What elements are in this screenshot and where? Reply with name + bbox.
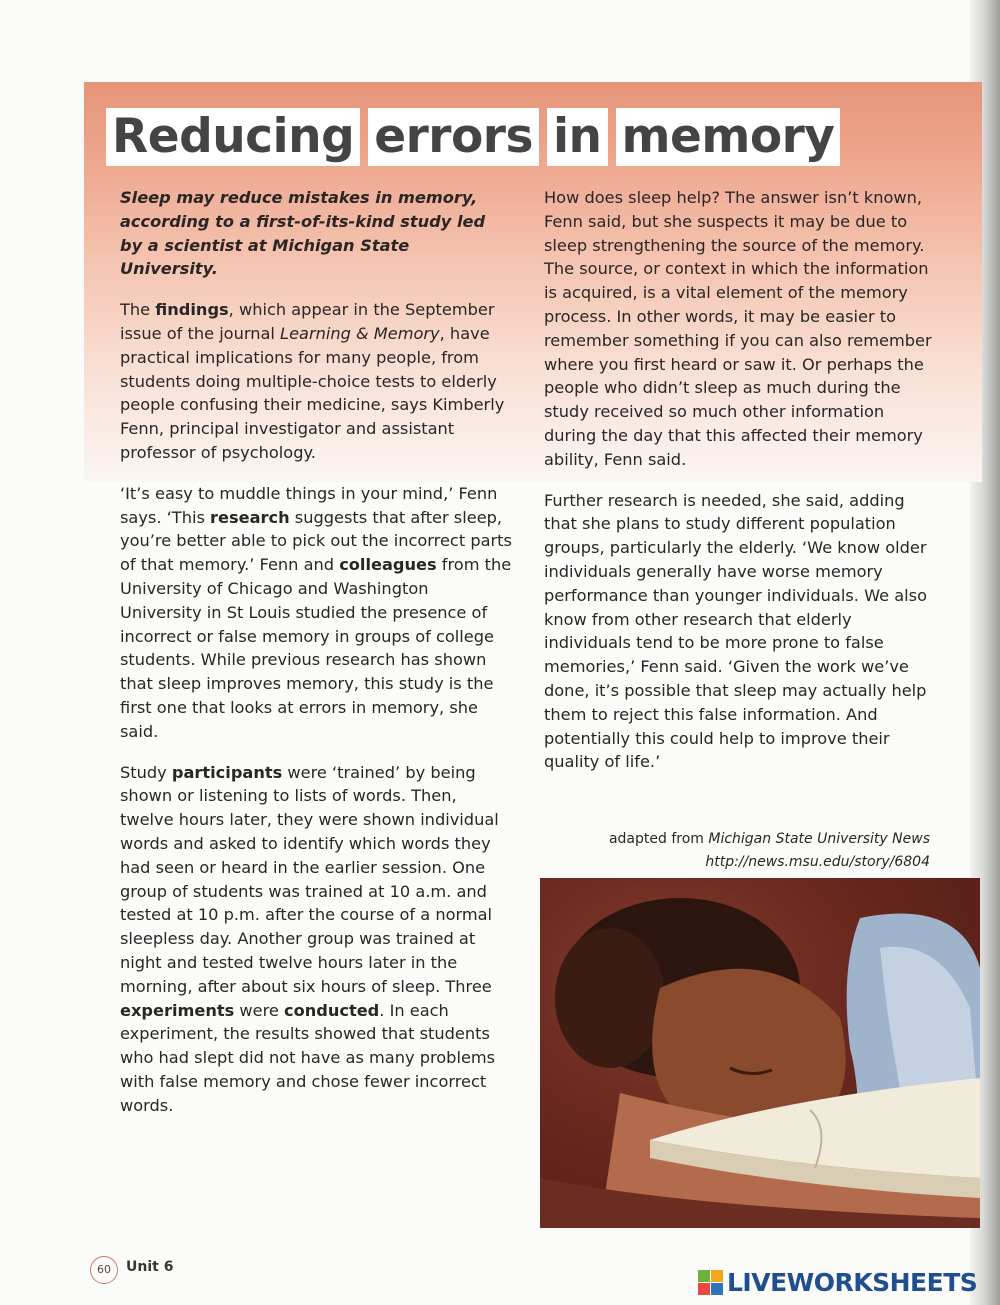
- text-run: . In each experiment, the results showed that students who had slept did not have as many problems with false memory and chose fewer incorrect words.: [120, 1000, 496, 1115]
- keyword-colleagues: colleagues: [339, 555, 437, 575]
- liveworksheets-watermark: [698, 1268, 977, 1297]
- source-url: http://news.msu.edu/story/6804: [705, 854, 930, 870]
- keyword-conducted: conducted: [284, 1000, 380, 1020]
- text-run: from the University of Chicago and Washington University in St Louis studied the presence of incorrect or false memory in groups of college students. While previous research has shown that sleep improves memory, this study is the first one that looks at errors in memory, she said.: [120, 555, 512, 741]
- paragraph-participants: [120, 761, 512, 1118]
- text-run: , have practical implications for many people, from students doing multiple-choice tests to elderly people confusing their medicine, says Kimberly Fenn, principal investigator and assistant professor of psychology.: [120, 323, 505, 462]
- source-name: Michigan State University News: [708, 831, 930, 847]
- article-title: [106, 108, 840, 166]
- liveworksheets-logo-icon: [698, 1270, 723, 1295]
- text-run: were: [234, 1000, 285, 1020]
- article-source: [609, 828, 930, 874]
- source-prefix: adapted from: [608, 831, 709, 847]
- text-run: The: [120, 300, 156, 320]
- title-word: errors: [368, 108, 539, 166]
- text-run: , which appear in the September issue of the journal: [120, 300, 495, 343]
- text-run: were ‘trained’ by being shown or listening to lists of words. Then, twelve hours later, they were shown individual words and asked to identify which words they had seen or heard in the earlier session. One group of students was trained at 10 a.m. and tested at 10 p.m. after the course of a normal sleepless day. Another group was trained at night and tested twelve hours later in the morning, after about six hours of sleep. Three: [120, 762, 499, 996]
- paragraph-findings: [120, 298, 512, 465]
- lead-paragraph: Sleep may reduce mistakes in memory, according to a first-of-its-kind study led by a scientist at Michigan State University.: [120, 188, 486, 279]
- title-word: Reducing: [106, 108, 360, 166]
- keyword-participants: participants: [171, 762, 283, 782]
- text-run: Study: [120, 762, 172, 782]
- keyword-experiments: experiments: [120, 1000, 235, 1020]
- paragraph-how-sleep-helps: How does sleep help? The answer isn’t known, Fenn said, but she suspects it may be due to sleep strengthening the source of the memory. The source, or context in which the information is acquired, is a vital element of the memory process. In other words, it may be easier to remember something if you can also remember where you first heard or saw it. Or perhaps the people who didn’t sleep as much during the study received so much other information during the day that this affected their memory ability, Fenn said.: [544, 188, 932, 469]
- title-word: in: [547, 108, 608, 166]
- right-column: [544, 186, 936, 791]
- paragraph-research: [120, 482, 512, 744]
- journal-name: Learning & Memory: [280, 323, 440, 343]
- unit-label: Unit 6: [126, 1259, 174, 1275]
- title-word: memory: [616, 108, 841, 166]
- page-number: 60: [90, 1256, 118, 1284]
- brand-name: LIVEWORKSHEETS: [727, 1268, 978, 1297]
- keyword-research: research: [210, 507, 290, 527]
- left-column: [120, 186, 512, 1134]
- keyword-findings: findings: [155, 300, 229, 320]
- sleeping-student-image: [540, 878, 980, 1228]
- text-run: ‘It’s easy to muddle things in your mind,’ Fenn says. ‘This: [120, 483, 498, 527]
- text-run: suggests that after sleep, you’re better able to pick out the incorrect parts of that memory.’ Fenn and: [120, 507, 512, 575]
- photo-illustration: [540, 878, 980, 1228]
- paragraph-further-research: Further research is needed, she said, adding that she plans to study different population groups, particularly the elderly. ‘We know older individuals generally have worse memory performance than younger individuals. We also know from other research that elderly individuals tend to be more prone to false memories,’ Fenn said. ‘Given the work we’ve done, it’s possible that sleep may actually help them to reject this false information. And potentially this could help to improve their quality of life.’: [544, 490, 927, 772]
